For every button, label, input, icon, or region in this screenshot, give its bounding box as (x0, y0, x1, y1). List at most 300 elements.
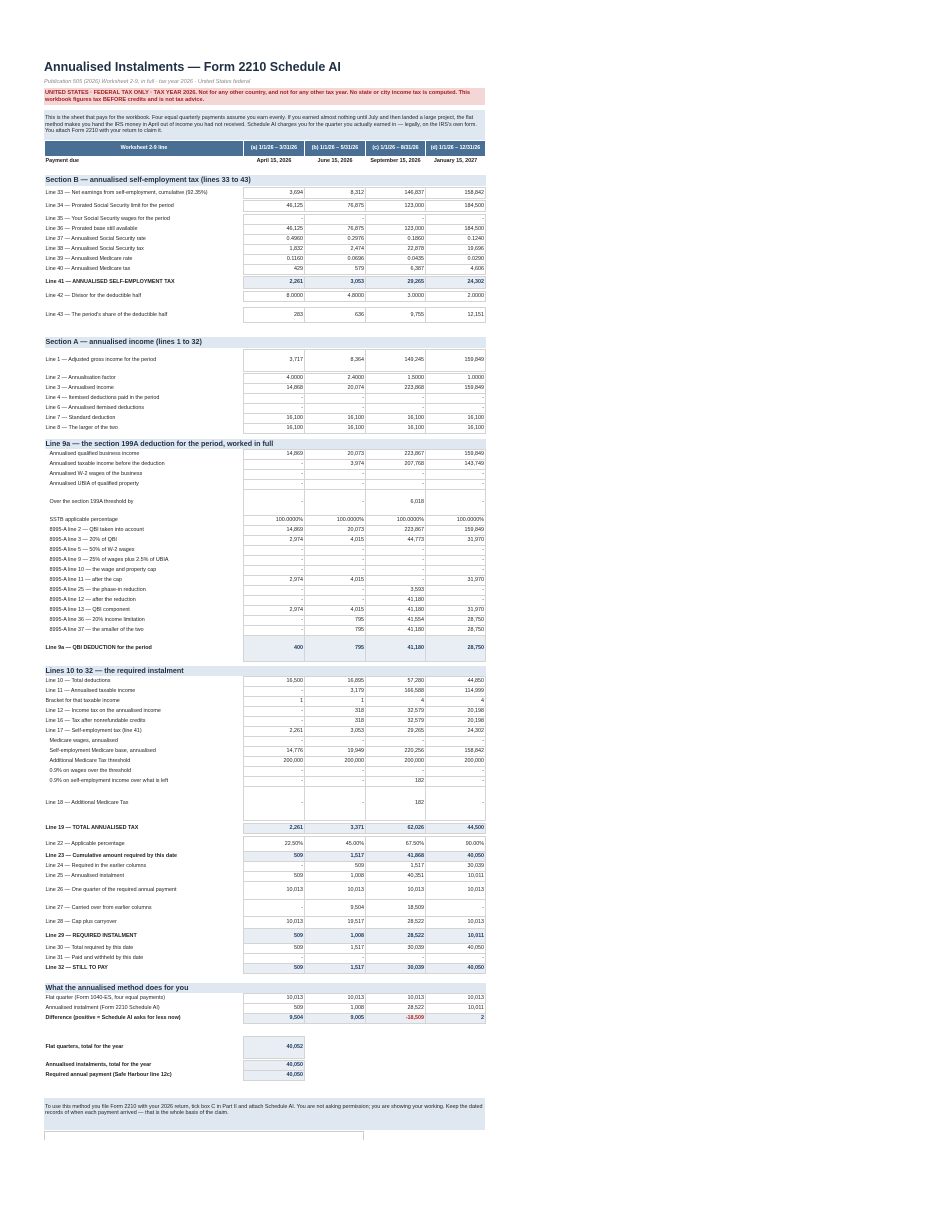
cell-value[interactable]: - (244, 394, 305, 404)
cell-value[interactable]: 4 (366, 697, 426, 707)
cell-value[interactable]: - (305, 954, 366, 964)
cell-value[interactable]: - (305, 546, 366, 556)
cell-value[interactable]: - (244, 586, 305, 596)
table-row (45, 862, 486, 872)
cell-value[interactable]: - (305, 787, 366, 821)
row-label: Line 17 — Self-employment tax (line 41) (45, 728, 142, 734)
cell-value[interactable]: - (366, 566, 426, 576)
section-title: What the annualised method does for you (45, 983, 486, 994)
cell-value[interactable]: - (366, 576, 426, 586)
cell-value[interactable]: 40,050 (426, 964, 486, 974)
row-label: Annualised taxable income before the deduction (49, 461, 165, 467)
cell-value[interactable]: 223,867 (366, 450, 426, 460)
row-label: Line 25 — Annualised instalment (45, 873, 125, 879)
cell-value[interactable]: 1,517 (305, 964, 366, 974)
cell-value[interactable]: 20,198 (426, 717, 486, 727)
cell-value[interactable]: 0.2976 (305, 235, 366, 245)
table-row (45, 687, 486, 697)
cell-value[interactable]: 3,053 (305, 727, 366, 737)
row-label: 8995-A line 36 — 20% income limitation (49, 617, 145, 623)
cell-value[interactable]: - (426, 480, 486, 490)
cell-value[interactable]: 24,302 (426, 727, 486, 737)
cell-value[interactable]: 1,008 (305, 872, 366, 882)
cell-value[interactable]: - (244, 215, 305, 225)
cell-value[interactable]: - (305, 556, 366, 566)
cell-value[interactable]: 14,869 (244, 450, 305, 460)
cell-value[interactable]: 1.0000 (426, 374, 486, 384)
cell-value[interactable]: - (244, 737, 305, 747)
row-label: 0.9% on self-employment income over what is left (49, 778, 169, 784)
cell-value[interactable]: 10,013 (244, 882, 305, 900)
cell-value[interactable]: - (366, 767, 426, 777)
cell-value[interactable]: 6,387 (366, 265, 426, 275)
cell-value[interactable]: 159,849 (426, 384, 486, 394)
cell-value[interactable]: 158,842 (426, 747, 486, 757)
cell-value[interactable]: 16,100 (244, 424, 305, 434)
cell-value[interactable]: - (305, 767, 366, 777)
cell-value[interactable]: - (366, 404, 426, 414)
table-row (45, 235, 486, 245)
cell-value[interactable]: 795 (305, 616, 366, 626)
cell-value[interactable]: 40,050 (426, 944, 486, 954)
cell-value[interactable]: 2,261 (244, 727, 305, 737)
cell-value[interactable]: - (244, 707, 305, 717)
cell-value[interactable]: - (244, 787, 305, 821)
cell-value[interactable]: 184,500 (426, 225, 486, 235)
cell-value[interactable]: 200,000 (426, 757, 486, 767)
cell-value[interactable]: 41,180 (366, 606, 426, 616)
cell-value[interactable]: - (244, 470, 305, 480)
cell-value[interactable]: 10,011 (426, 1004, 486, 1014)
cell-value[interactable]: 16,100 (305, 424, 366, 434)
table-row (45, 460, 486, 470)
cell-value[interactable]: - (366, 470, 426, 480)
cell-value[interactable]: - (366, 546, 426, 556)
cell-value[interactable]: - (244, 404, 305, 414)
cell-value[interactable]: 20,074 (305, 384, 366, 394)
table-row (45, 350, 486, 372)
cell-value[interactable]: 159,849 (426, 526, 486, 536)
cell-value[interactable]: 9,755 (366, 308, 426, 323)
cell-value[interactable]: 31,970 (426, 536, 486, 546)
cell-value[interactable]: - (244, 717, 305, 727)
cell-value[interactable]: 4 (426, 697, 486, 707)
cell-value[interactable]: - (426, 470, 486, 480)
cell-value[interactable]: - (426, 490, 486, 516)
cell-value[interactable]: 4.0000 (244, 374, 305, 384)
cell-value[interactable]: 8.0000 (244, 292, 305, 302)
cell-value[interactable]: 4,015 (305, 576, 366, 586)
section-title: Line 9a — the section 199A deduction for the period, worked in full (45, 439, 486, 450)
cell-value[interactable]: 10,013 (305, 882, 366, 900)
cell-value[interactable]: - (244, 556, 305, 566)
cell-value[interactable]: 10,013 (426, 994, 486, 1004)
cell-value[interactable]: 3.0000 (366, 292, 426, 302)
cell-value[interactable]: 509 (305, 862, 366, 872)
cell-value[interactable]: 0.0435 (366, 255, 426, 265)
table-row (45, 882, 486, 900)
cell-value[interactable]: 16,100 (426, 424, 486, 434)
cell-value[interactable]: 0.0290 (426, 255, 486, 265)
cell-value[interactable]: 76,875 (305, 201, 366, 212)
table-row (45, 384, 486, 394)
cell-value[interactable]: 2.4000 (305, 374, 366, 384)
table-row (45, 470, 486, 480)
cell-value[interactable]: 12,151 (426, 308, 486, 323)
cell-value[interactable]: 10,013 (426, 882, 486, 900)
empty-cell (305, 1037, 366, 1059)
cell-value[interactable]: 20,073 (305, 526, 366, 536)
cell-value[interactable]: 3,179 (305, 687, 366, 697)
cell-value[interactable]: - (426, 900, 486, 917)
cell-value[interactable]: 200,000 (305, 757, 366, 767)
cell-value[interactable]: 509 (244, 944, 305, 954)
cell-value[interactable]: 2,974 (244, 536, 305, 546)
cell-value[interactable]: 22,878 (366, 245, 426, 255)
cell-value[interactable]: - (305, 596, 366, 606)
cell-value[interactable]: 30,039 (366, 964, 426, 974)
header-col-c: (c) 1/1/26 – 8/31/26 (366, 141, 426, 157)
cell-value[interactable]: - (426, 586, 486, 596)
cell-value[interactable]: 41,180 (366, 626, 426, 636)
row-label: Flat quarters, total for the year (45, 1044, 124, 1050)
cell-value[interactable]: 143,749 (426, 460, 486, 470)
cell-value[interactable]: 509 (244, 964, 305, 974)
cell-value[interactable]: 318 (305, 707, 366, 717)
cell-value[interactable]: 19,517 (305, 917, 366, 929)
cell-value[interactable]: - (244, 954, 305, 964)
cell-value[interactable]: - (305, 566, 366, 576)
cell-value[interactable]: - (366, 215, 426, 225)
cell-value[interactable]: 40,050 (426, 852, 486, 862)
cell-value[interactable]: - (305, 737, 366, 747)
cell-value[interactable]: 41,554 (366, 616, 426, 626)
cell-value[interactable]: 10,013 (244, 917, 305, 929)
row-label: Line 41 — ANNUALISED SELF-EMPLOYMENT TAX (45, 279, 175, 285)
cell-value[interactable]: 29,265 (366, 277, 426, 289)
cell-value[interactable]: - (305, 470, 366, 480)
cell-value[interactable]: 16,100 (366, 424, 426, 434)
cell-value[interactable]: 1,517 (305, 944, 366, 954)
cell-value[interactable]: - (244, 546, 305, 556)
cell-value[interactable]: 207,768 (366, 460, 426, 470)
cell-value[interactable]: 184,500 (426, 201, 486, 212)
cell-value[interactable]: - (426, 737, 486, 747)
cell-value[interactable]: 57,280 (366, 677, 426, 687)
cell-value[interactable]: - (426, 596, 486, 606)
table-row (45, 546, 486, 556)
table-row (45, 292, 486, 302)
cell-value[interactable]: 90.00% (426, 837, 486, 852)
cell-value[interactable]: 67.50% (366, 837, 426, 852)
row-label: Line 23 — Cumulative amount required by this date (45, 853, 177, 859)
cell-value[interactable]: 3,694 (244, 188, 305, 199)
row-label: Annualised W-2 wages of the business (49, 471, 143, 477)
cell-value[interactable]: 4.8000 (305, 292, 366, 302)
cell-value[interactable]: 2,474 (305, 245, 366, 255)
cell-value[interactable]: 16,100 (244, 414, 305, 424)
cell-value[interactable]: 44,850 (426, 677, 486, 687)
cell-value[interactable]: 2,974 (244, 576, 305, 586)
cell-value[interactable]: 579 (305, 265, 366, 275)
cell-value[interactable]: 220,256 (366, 747, 426, 757)
cell-value[interactable]: 45.00% (305, 837, 366, 852)
header-label: Worksheet 2-9 line (45, 141, 244, 157)
cell-value[interactable]: 283 (244, 308, 305, 323)
cell-value[interactable]: - (426, 546, 486, 556)
cell-value[interactable]: - (366, 394, 426, 404)
cell-value[interactable]: - (244, 777, 305, 787)
table-row (45, 586, 486, 596)
cell-value[interactable]: - (366, 480, 426, 490)
cell-value[interactable]: - (244, 596, 305, 606)
cell-value[interactable]: - (305, 215, 366, 225)
cell-value[interactable]: 0.1240 (426, 235, 486, 245)
cell-value[interactable]: 4,606 (426, 265, 486, 275)
cell-value[interactable]: 16,100 (426, 414, 486, 424)
cell-value[interactable]: 795 (305, 626, 366, 636)
cell-value[interactable]: - (305, 394, 366, 404)
cell-value[interactable]: 31,970 (426, 606, 486, 616)
cell-value[interactable]: 28,522 (366, 1004, 426, 1014)
cell-value[interactable]: 30,039 (366, 944, 426, 954)
cell-value[interactable]: 41,180 (366, 636, 426, 662)
table-row (45, 556, 486, 566)
cell-value[interactable]: 1 (244, 697, 305, 707)
cell-value[interactable]: 429 (244, 265, 305, 275)
cell-value[interactable]: 4,015 (305, 536, 366, 546)
row-label: 8995-A line 9 — 25% of wages plus 2.5% of UBIA (49, 557, 169, 563)
cell-value[interactable]: 2,261 (244, 824, 305, 834)
cell-value[interactable]: 2,261 (244, 277, 305, 289)
cell-value[interactable]: - (244, 687, 305, 697)
cell-value[interactable]: 509 (244, 852, 305, 862)
cell-value[interactable]: 30,039 (426, 862, 486, 872)
cell-value[interactable]: 1,517 (305, 852, 366, 862)
cell-value[interactable]: 100.0000% (305, 516, 366, 526)
cell-value[interactable]: 0.1160 (244, 255, 305, 265)
cell-value[interactable]: 46,125 (244, 225, 305, 235)
cell-value[interactable]: -18,509 (366, 1014, 426, 1024)
row-label: Annualised instalment (Form 2210 Schedule AI) (45, 1005, 160, 1011)
cell-value[interactable]: 18,509 (366, 900, 426, 917)
cell-value[interactable]: 24,302 (426, 277, 486, 289)
cell-value[interactable]: 16,895 (305, 677, 366, 687)
cell-value[interactable]: 795 (305, 636, 366, 662)
cell-value[interactable]: - (366, 737, 426, 747)
cell-value[interactable]: 46,125 (244, 201, 305, 212)
cell-value[interactable]: 4,015 (305, 606, 366, 616)
table-row (45, 1071, 486, 1081)
cell-value[interactable]: 22.50% (244, 837, 305, 852)
cell-value[interactable]: 16,100 (366, 414, 426, 424)
cell-value[interactable]: 41,868 (366, 852, 426, 862)
cell-value[interactable]: 1.5000 (366, 374, 426, 384)
cell-value[interactable]: 3,371 (305, 824, 366, 834)
cell-value[interactable]: - (244, 566, 305, 576)
row-label: Line 26 — One quarter of the required annual payment (45, 887, 177, 893)
cell-value[interactable]: - (244, 900, 305, 917)
cell-value[interactable]: 14,776 (244, 747, 305, 757)
cell-value[interactable]: - (426, 787, 486, 821)
section-title: Section B — annualised self-employment tax (lines 33 to 43) (45, 175, 486, 186)
cell-value[interactable]: 6,018 (366, 490, 426, 516)
cell-value[interactable]: - (244, 490, 305, 516)
cell-value[interactable]: 100.0000% (244, 516, 305, 526)
cell-value[interactable]: - (426, 954, 486, 964)
cell-value[interactable]: 41,180 (366, 596, 426, 606)
cell-value[interactable]: 636 (305, 308, 366, 323)
cell-value[interactable]: 28,522 (366, 929, 426, 944)
cell-value[interactable]: - (426, 404, 486, 414)
row-label: SSTB applicable percentage (49, 517, 118, 523)
cell-value[interactable]: 0.4960 (244, 235, 305, 245)
cell-value[interactable]: 40,050 (244, 1061, 305, 1071)
cell-value[interactable]: - (244, 616, 305, 626)
cell-value[interactable]: 149,245 (366, 350, 426, 372)
cell-value[interactable]: 10,013 (366, 994, 426, 1004)
cell-value[interactable]: 509 (244, 872, 305, 882)
row-label: Line 31 — Paid and withheld by this date (45, 955, 144, 961)
cell-value[interactable]: 32,579 (366, 707, 426, 717)
cell-value[interactable]: 166,588 (366, 687, 426, 697)
cell-value[interactable]: 10,011 (426, 929, 486, 944)
cell-value[interactable]: 28,750 (426, 626, 486, 636)
cell-value[interactable]: - (426, 767, 486, 777)
cell-value[interactable]: 28,750 (426, 636, 486, 662)
cell-value[interactable]: 19,696 (426, 245, 486, 255)
table-row (45, 747, 486, 757)
cell-value[interactable]: - (305, 586, 366, 596)
cell-value[interactable]: 44,773 (366, 536, 426, 546)
cell-value[interactable]: 123,000 (366, 225, 426, 235)
cell-value[interactable]: 16,500 (244, 677, 305, 687)
cell-value[interactable]: 200,000 (366, 757, 426, 767)
cell-value[interactable]: 3,717 (244, 350, 305, 372)
cell-value[interactable]: - (244, 480, 305, 490)
cell-value[interactable]: 159,849 (426, 350, 486, 372)
cell-value[interactable]: 28,522 (366, 917, 426, 929)
cell-value[interactable]: 32,579 (366, 717, 426, 727)
cell-value[interactable]: - (305, 404, 366, 414)
cell-value[interactable]: 40,351 (366, 872, 426, 882)
cell-value[interactable]: 28,750 (426, 616, 486, 626)
cell-value[interactable]: 8,312 (305, 188, 366, 199)
cell-value[interactable]: 76,875 (305, 225, 366, 235)
cell-value[interactable]: 20,073 (305, 450, 366, 460)
row-label: Medicare wages, annualised (49, 738, 118, 744)
cell-value[interactable]: 1,517 (366, 862, 426, 872)
cell-value[interactable]: - (244, 862, 305, 872)
cell-value[interactable]: 2.0000 (426, 292, 486, 302)
cell-value[interactable]: 1,008 (305, 1004, 366, 1014)
cell-value[interactable]: - (244, 767, 305, 777)
cell-value[interactable]: 100.0000% (366, 516, 426, 526)
cell-value[interactable]: 14,868 (244, 384, 305, 394)
cell-value[interactable]: 182 (366, 787, 426, 821)
cell-value[interactable]: 9,504 (305, 900, 366, 917)
cell-value[interactable]: - (366, 954, 426, 964)
cell-value[interactable]: 0.1860 (366, 235, 426, 245)
cell-value[interactable]: 400 (244, 636, 305, 662)
cell-value[interactable]: 10,013 (366, 882, 426, 900)
cell-value[interactable]: 182 (366, 777, 426, 787)
cell-value[interactable]: 3,593 (366, 586, 426, 596)
table-row (45, 404, 486, 414)
cell-value[interactable]: 10,013 (426, 917, 486, 929)
cell-value[interactable]: - (426, 394, 486, 404)
cell-value[interactable]: - (426, 566, 486, 576)
cell-value[interactable]: 19,949 (305, 747, 366, 757)
cell-value[interactable]: 10,013 (305, 994, 366, 1004)
cell-value[interactable]: 44,500 (426, 824, 486, 834)
cell-value[interactable]: - (426, 215, 486, 225)
cell-value[interactable]: 20,198 (426, 707, 486, 717)
cell-value[interactable]: - (366, 556, 426, 566)
cell-value[interactable]: 40,050 (244, 1071, 305, 1081)
cell-value[interactable]: 223,868 (366, 384, 426, 394)
table-row (45, 576, 486, 586)
cell-value[interactable]: 3,053 (305, 277, 366, 289)
cell-value[interactable]: - (305, 490, 366, 516)
cell-value[interactable]: 40,052 (244, 1037, 305, 1059)
cell-value[interactable]: 1,008 (305, 929, 366, 944)
cell-value[interactable]: 100.0000% (426, 516, 486, 526)
cell-value[interactable]: 509 (244, 1004, 305, 1014)
cell-value[interactable]: 1 (305, 697, 366, 707)
cell-value[interactable]: - (305, 777, 366, 787)
cell-value[interactable]: 29,265 (366, 727, 426, 737)
row-label: Line 8 — The larger of the two (45, 425, 118, 431)
cell-value[interactable]: 62,026 (366, 824, 426, 834)
row-label: Line 35 — Your Social Security wages for the period (45, 216, 170, 222)
cell-value[interactable]: 158,842 (426, 188, 486, 199)
cell-value[interactable]: - (244, 460, 305, 470)
cell-value[interactable]: 9,504 (244, 1014, 305, 1024)
cell-value[interactable]: 123,000 (366, 201, 426, 212)
cell-value[interactable]: 3,974 (305, 460, 366, 470)
cell-value[interactable]: 223,867 (366, 526, 426, 536)
cell-value[interactable]: 0.0696 (305, 255, 366, 265)
cell-value[interactable]: 9,005 (305, 1014, 366, 1024)
row-label: Bracket for that taxable income (45, 698, 120, 704)
cell-value[interactable]: 509 (244, 929, 305, 944)
cell-value[interactable]: - (244, 626, 305, 636)
row-label: Difference (positive = Schedule AI asks for less now) (45, 1015, 181, 1021)
cell-value[interactable]: - (305, 480, 366, 490)
table-row (45, 917, 486, 929)
table-row (45, 526, 486, 536)
cell-value[interactable]: 2 (426, 1014, 486, 1024)
cell-value[interactable]: 318 (305, 717, 366, 727)
cell-value[interactable]: 146,837 (366, 188, 426, 199)
cell-value[interactable]: 200,000 (244, 757, 305, 767)
cell-value[interactable]: - (426, 777, 486, 787)
cell-value[interactable]: 8,364 (305, 350, 366, 372)
cell-value[interactable]: 159,849 (426, 450, 486, 460)
cell-value[interactable]: - (426, 556, 486, 566)
cell-value[interactable]: 31,970 (426, 576, 486, 586)
notes-box[interactable] (44, 1131, 364, 1140)
cell-value[interactable]: 2,974 (244, 606, 305, 616)
cell-value[interactable]: 1,832 (244, 245, 305, 255)
cell-value[interactable]: 114,999 (426, 687, 486, 697)
header-row (45, 141, 486, 157)
cell-value[interactable]: 16,100 (305, 414, 366, 424)
cell-value[interactable]: 14,869 (244, 526, 305, 536)
cell-value[interactable]: 10,011 (426, 872, 486, 882)
cell-value[interactable]: 10,013 (244, 994, 305, 1004)
